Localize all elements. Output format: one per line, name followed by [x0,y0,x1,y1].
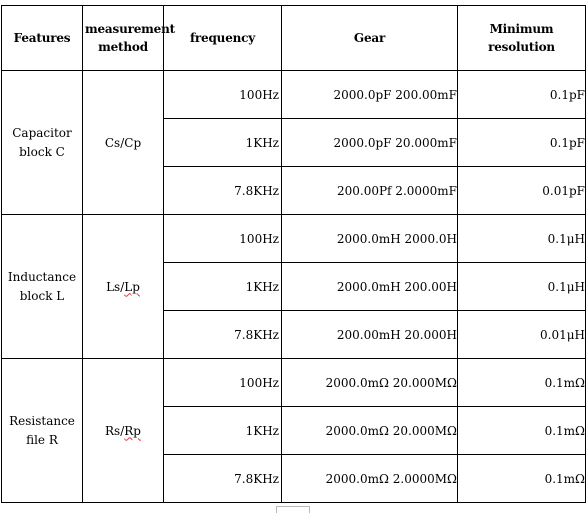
resolution-cell: 0.01μH [458,311,586,359]
feature-capacitor: Capacitor block C [2,71,83,215]
method-prefix: Rs/ [105,423,125,438]
gear-cell: 2000.0mΩ 2.0000MΩ [282,455,458,503]
resolution-cell: 0.1pF [458,71,586,119]
specification-table [1,5,586,503]
table-resize-handle[interactable] [276,506,310,513]
header-measurement-method: measurement method [83,6,164,71]
frequency-cell: 1KHz [164,407,282,455]
feature-inductance: Inductance block L [2,215,83,359]
method-prefix: Ls/ [106,279,125,294]
method-ls-lp [83,215,164,359]
resolution-cell: 0.01pF [458,167,586,215]
gear-cell: 2000.0pF 200.00mF [282,71,458,119]
resolution-cell: 0.1mΩ [458,455,586,503]
header-gear: Gear [282,6,458,71]
gear-cell: 2000.0mΩ 20.000MΩ [282,359,458,407]
method-suffix: Lp [124,279,140,294]
resolution-cell: 0.1μH [458,215,586,263]
frequency-cell: 7.8KHz [164,311,282,359]
gear-cell: 200.00Pf 2.0000mF [282,167,458,215]
method-cs-cp: Cs/Cp [83,71,164,215]
method-suffix: Rp [124,423,141,438]
frequency-cell: 7.8KHz [164,167,282,215]
feature-resistance: Resistance file R [2,359,83,503]
table-row [2,359,586,407]
frequency-cell: 100Hz [164,215,282,263]
table-row [2,215,586,263]
resolution-cell: 0.1μH [458,263,586,311]
gear-cell: 2000.0pF 20.000mF [282,119,458,167]
header-features: Features [2,6,83,71]
resolution-cell: 0.1pF [458,119,586,167]
table-row [2,71,586,119]
resolution-cell: 0.1mΩ [458,359,586,407]
resolution-cell: 0.1mΩ [458,407,586,455]
frequency-cell: 100Hz [164,71,282,119]
gear-cell: 2000.0mH 200.00H [282,263,458,311]
frequency-cell: 7.8KHz [164,455,282,503]
method-rs-rp [83,359,164,503]
header-minimum-resolution: Minimum resolution [458,6,586,71]
gear-cell: 200.00mH 20.000H [282,311,458,359]
header-frequency: frequency [164,6,282,71]
frequency-cell: 1KHz [164,119,282,167]
gear-cell: 2000.0mH 2000.0H [282,215,458,263]
gear-cell: 2000.0mΩ 20.000MΩ [282,407,458,455]
frequency-cell: 1KHz [164,263,282,311]
header-row [2,6,586,71]
frequency-cell: 100Hz [164,359,282,407]
